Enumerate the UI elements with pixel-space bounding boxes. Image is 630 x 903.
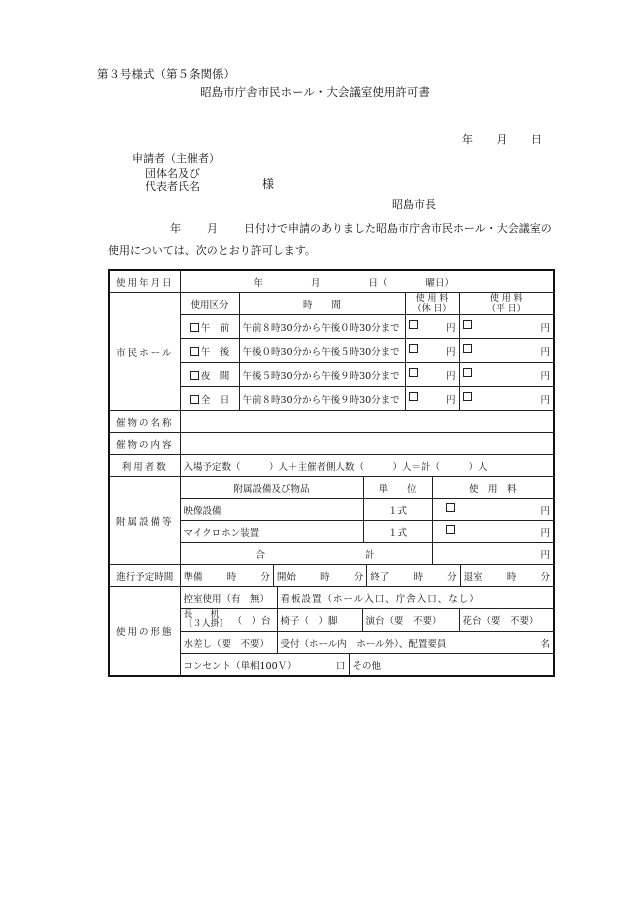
checkbox-icon[interactable] [463, 320, 472, 329]
group-label-line2: 代表者氏名 [145, 180, 200, 193]
users-label: 利用者数 [109, 455, 180, 477]
checkbox-icon[interactable] [409, 320, 418, 329]
equipment-total-label: 合 計 [180, 543, 432, 565]
document-title: 昭島市庁舎市民ホール・大会議室使用許可書 [200, 85, 430, 99]
reception-field[interactable]: 受付（ホール内 ホール外）、配置要員 名 [280, 638, 551, 650]
equipment-label: 附属設備等 [109, 477, 180, 565]
equipment-item-mic: マイクロホン装置 [180, 521, 363, 543]
applicant-label: 申請者（主催者） [132, 152, 220, 165]
body-year: 年 [170, 222, 181, 235]
form-row-1 [180, 587, 554, 609]
schedule-label: 進行予定時間 [109, 565, 180, 587]
hall-fee-holiday-allday[interactable]: 円 [405, 387, 459, 411]
stage-field[interactable]: 演台（要 不要） [363, 609, 460, 631]
hall-fee-holiday-night[interactable]: 円 [405, 363, 459, 387]
issue-year: 年 [462, 133, 473, 146]
form-row-4 [180, 654, 554, 677]
hall-header-fee-holiday [405, 293, 459, 315]
issue-day: 日 [531, 133, 542, 146]
schedule-prep[interactable]: 準備 時 分 [181, 565, 274, 586]
event-name-label: 催物の名称 [109, 411, 180, 433]
checkbox-icon[interactable] [446, 525, 455, 534]
checkbox-icon[interactable] [190, 323, 199, 332]
checkbox-icon[interactable] [190, 395, 199, 404]
outlet-field[interactable]: コンセント（単相100Ｖ） 口 [181, 654, 350, 675]
desk-field[interactable]: 長 机 〔３人掛〕 （ ）台 [181, 609, 278, 631]
checkbox-icon[interactable] [409, 392, 418, 401]
event-content-field[interactable] [180, 433, 554, 455]
body-line-1-text: 日付けで申請のありました昭島市庁舎市民ホール・大会議室の [244, 222, 552, 235]
issuer: 昭島市長 [392, 198, 436, 211]
schedule-end[interactable]: 終了 時 分 [367, 565, 460, 586]
hall-header-time: 時 間 [239, 293, 405, 315]
hall-header-fee-weekday [459, 293, 554, 315]
schedule-start[interactable]: 開始 時 分 [274, 565, 367, 586]
hall-fee-weekday-allday[interactable]: 円 [459, 387, 554, 411]
hall-time-am: 午前８時30分から午後０時30分まで [239, 315, 405, 339]
checkbox-icon[interactable] [446, 503, 455, 512]
hall-category-am[interactable]: 午 前 [180, 315, 239, 339]
checkbox-icon[interactable] [190, 371, 199, 380]
issue-date [462, 131, 542, 147]
equipment-header-fee: 使 用 料 [432, 477, 554, 499]
group-label [145, 167, 200, 193]
hall-fee-weekday-pm[interactable]: 円 [459, 339, 554, 363]
chairs-field[interactable]: 椅子（ ）脚 [278, 609, 363, 631]
event-name-field[interactable] [180, 411, 554, 433]
equipment-item-video: 映像設備 [180, 499, 363, 521]
equipment-unit-mic: １式 [363, 521, 432, 543]
equipment-header-item: 附属設備及び物品 [180, 477, 363, 499]
form-row-3 [180, 632, 554, 654]
equipment-fee-video[interactable]: 円 [432, 499, 554, 521]
hall-time-allday: 午前８時30分から午後９時30分まで [239, 387, 405, 411]
issue-month: 月 [496, 133, 508, 146]
equipment-header-unit: 単 位 [363, 477, 432, 499]
hall-time-pm: 午後０時30分から午後５時30分まで [239, 339, 405, 363]
users-field[interactable]: 入場予定数（ ）人＋主催者側人数（ ）人＝計（ ）人 [180, 455, 554, 477]
hall-header-category: 使用区分 [180, 293, 239, 315]
hall-fee-weekday-am[interactable]: 円 [459, 315, 554, 339]
other-field[interactable]: その他 [352, 660, 382, 672]
usage-year: 年 [253, 277, 264, 289]
hall-category-pm[interactable]: 午 後 [180, 339, 239, 363]
usage-month: 月 [311, 277, 321, 289]
water-field[interactable]: 水差し（要 不要） [181, 632, 278, 653]
form-row-2 [180, 609, 554, 632]
checkbox-icon[interactable] [190, 347, 199, 356]
hall-time-night: 午後５時30分から午後９時30分まで [239, 363, 405, 387]
permit-table [108, 269, 555, 677]
usage-weekday: 曜日） [425, 277, 455, 289]
flower-stand-field[interactable]: 花台（要 不要） [462, 616, 539, 627]
hall-fee-weekday-night[interactable]: 円 [459, 363, 554, 387]
checkbox-icon[interactable] [409, 368, 418, 377]
schedule-exit[interactable]: 退室 時 分 [463, 571, 551, 583]
event-content-label: 催物の内容 [109, 433, 180, 455]
form-label: 使用の形態 [109, 587, 180, 677]
equipment-unit-video: １式 [363, 499, 432, 521]
hall-fee-holiday-am[interactable]: 円 [405, 315, 459, 339]
equipment-total-fee[interactable]: 円 [432, 543, 554, 565]
fee-holiday-line2: （休 日） [412, 303, 452, 314]
schedule-cell [180, 565, 554, 587]
checkbox-icon[interactable] [463, 392, 472, 401]
usage-date-field[interactable] [180, 270, 554, 293]
fee-weekday-line2: （平 日） [486, 303, 526, 314]
waiting-room-field[interactable]: 控室使用（有 無） [181, 587, 278, 608]
checkbox-icon[interactable] [409, 344, 418, 353]
hall-category-allday[interactable]: 全 日 [180, 387, 239, 411]
equipment-fee-mic[interactable]: 円 [432, 521, 554, 543]
honorific: 様 [262, 177, 275, 191]
signboard-field[interactable]: 看板設置（ホール入口、庁舎入口、なし） [280, 593, 480, 605]
fee-holiday-line1: 使 用 料 [415, 293, 449, 304]
hall-category-night[interactable]: 夜 間 [180, 363, 239, 387]
form-number: 第３号様式（第５条関係） [97, 67, 235, 81]
usage-day: 日（ [368, 277, 388, 289]
fee-weekday-line1: 使 用 料 [489, 293, 523, 304]
checkbox-icon[interactable] [463, 368, 472, 377]
hall-label: 市民ホール [109, 293, 180, 411]
usage-date-label: 使用年月日 [109, 270, 180, 293]
body-line-1 [170, 220, 552, 236]
hall-fee-holiday-pm[interactable]: 円 [405, 339, 459, 363]
group-label-line1: 団体名及び [145, 167, 200, 180]
body-line-2: 使用については、次のとおり許可します。 [108, 244, 316, 257]
checkbox-icon[interactable] [463, 344, 472, 353]
body-month: 月 [207, 222, 218, 235]
